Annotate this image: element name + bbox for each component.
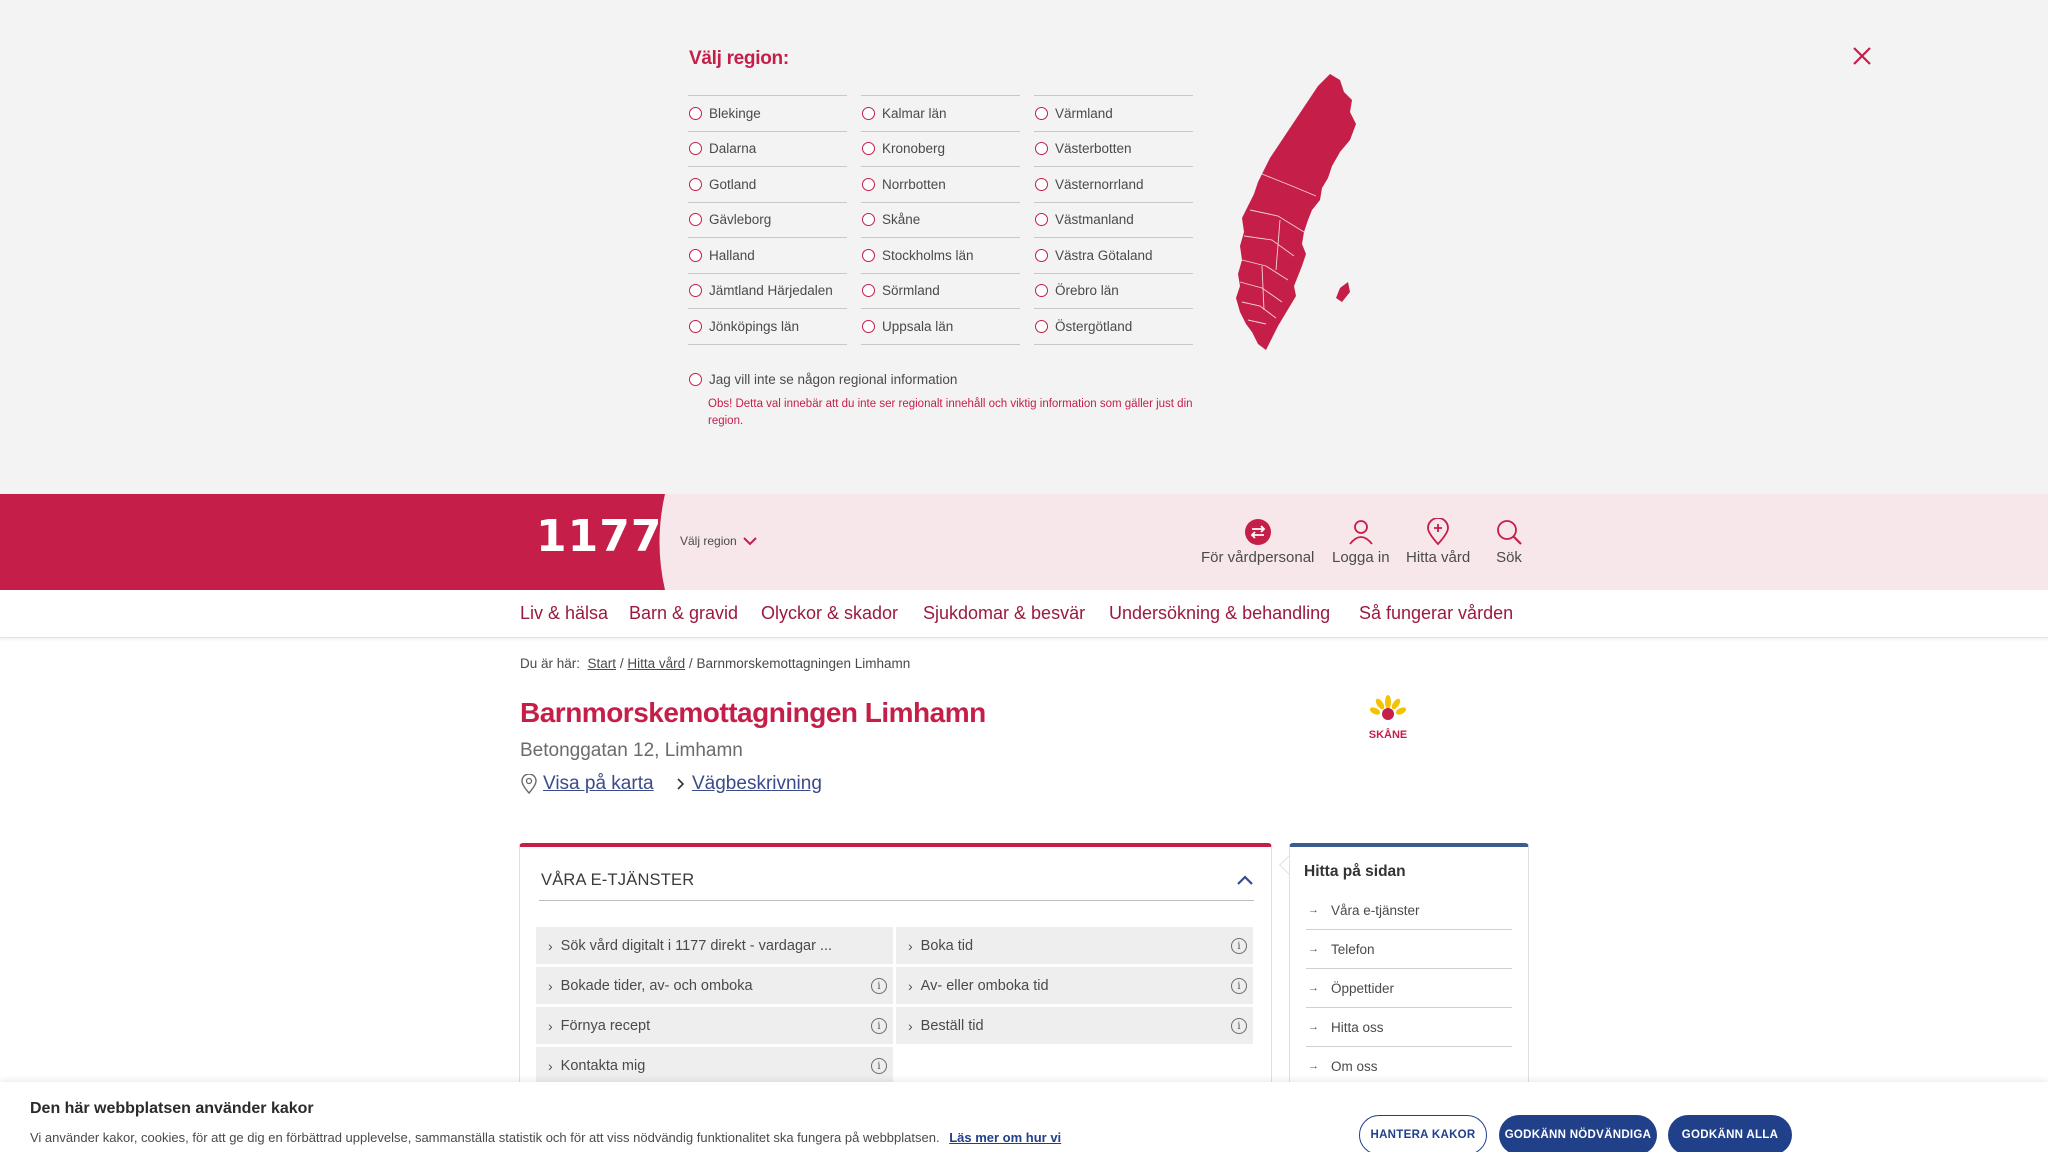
nav-item-barn-gravid[interactable]: Barn & gravid <box>629 603 739 623</box>
region-option[interactable]: Skåne <box>861 203 1020 239</box>
cookie-read-more-link[interactable]: Läs mer om hur vi <box>949 1130 1062 1145</box>
clinic-address: Betonggatan 12, Limhamn <box>520 740 743 761</box>
radio-icon <box>689 142 702 155</box>
region-option[interactable]: Västra Götaland <box>1034 238 1193 274</box>
site-header <box>0 494 2048 590</box>
region-option[interactable]: Blekinge <box>688 96 847 132</box>
breadcrumb-prefix: Du är här: <box>520 656 581 671</box>
region-option[interactable]: Västerbotten <box>1034 132 1193 168</box>
eservice-link[interactable]: › Förnya recept i <box>536 1007 893 1044</box>
region-option[interactable]: Västernorrland <box>1034 167 1193 203</box>
region-option[interactable]: Gävleborg <box>688 203 847 239</box>
eservice-link[interactable]: › Sök vård digitalt i 1177 direkt - vardagar ... <box>536 927 893 964</box>
search-label: Sök <box>1496 549 1522 566</box>
breadcrumb <box>520 656 910 671</box>
show-on-map-label: Visa på karta <box>543 773 654 794</box>
radio-icon <box>689 213 702 226</box>
page-title: Barnmorskemottagningen Limhamn <box>520 697 986 728</box>
eservice-link[interactable]: › Boka tid i <box>896 927 1253 964</box>
region-panel-title: Välj region: <box>689 48 789 69</box>
main-navigation <box>0 590 2048 638</box>
radio-icon <box>862 213 875 226</box>
region-option[interactable]: Dalarna <box>688 132 847 168</box>
radio-icon <box>689 320 702 333</box>
radio-icon <box>862 320 875 333</box>
region-selector-panel <box>0 0 2048 494</box>
region-option[interactable]: Uppsala län <box>861 309 1020 345</box>
nav-item-olyckor-skador[interactable]: Olyckor & skador <box>761 603 899 623</box>
chevron-right-icon <box>676 777 686 791</box>
radio-icon <box>862 107 875 120</box>
radio-icon <box>689 249 702 262</box>
info-icon[interactable]: i <box>1231 978 1247 994</box>
page-nav-link[interactable]: → Om oss <box>1306 1047 1512 1086</box>
location-pin-icon <box>1424 518 1452 546</box>
radio-icon <box>689 178 702 191</box>
radio-icon <box>1035 178 1048 191</box>
directions-label: Vägbeskrivning <box>692 773 822 794</box>
nav-item-sa-fungerar-varden[interactable]: Så fungerar vården <box>1359 603 1514 623</box>
region-select-label: Välj region <box>680 534 737 548</box>
for-professionals-label: För vårdpersonal <box>1201 549 1315 566</box>
chevron-right-icon: › <box>548 1057 553 1074</box>
cookie-banner <box>0 1082 2048 1152</box>
for-professionals-button[interactable] <box>1201 518 1314 566</box>
search-icon <box>1495 518 1523 546</box>
region-option[interactable]: Örebro län <box>1034 274 1193 310</box>
page-nav-link[interactable]: → Telefon <box>1306 930 1512 969</box>
login-label: Logga in <box>1332 549 1390 566</box>
region-option[interactable]: Kalmar län <box>861 96 1020 132</box>
region-option[interactable]: Värmland <box>1034 96 1193 132</box>
page-nav-link[interactable]: → Hitta oss <box>1306 1008 1512 1047</box>
region-option[interactable]: Kronoberg <box>861 132 1020 168</box>
region-column-2 <box>861 95 1020 345</box>
breadcrumb-separator: / <box>688 656 693 671</box>
close-icon[interactable] <box>1848 42 1876 70</box>
region-column-1 <box>688 95 847 345</box>
region-option[interactable]: Halland <box>688 238 847 274</box>
region-skane-logo <box>1362 692 1414 742</box>
eservice-link[interactable]: › Kontakta mig i <box>536 1047 893 1084</box>
page-nav-link[interactable]: → Våra e-tjänster <box>1306 891 1512 930</box>
show-on-map-link[interactable] <box>521 773 654 795</box>
region-option[interactable]: Sörmland <box>861 274 1020 310</box>
region-option[interactable]: Norrbotten <box>861 167 1020 203</box>
region-option[interactable]: Västmanland <box>1034 203 1193 239</box>
region-option[interactable]: Jönköpings län <box>688 309 847 345</box>
accept-necessary-button[interactable]: GODKÄNN NÖDVÄNDIGA <box>1499 1115 1657 1152</box>
radio-icon <box>1035 142 1048 155</box>
cookie-banner-title: Den här webbplatsen använder kakor <box>30 1100 314 1117</box>
radio-icon <box>1035 107 1048 120</box>
page-nav-link[interactable]: → Öppettider <box>1306 969 1512 1008</box>
region-option[interactable]: Gotland <box>688 167 847 203</box>
info-icon[interactable]: i <box>871 978 887 994</box>
chevron-right-icon: › <box>908 977 913 994</box>
arrow-right-icon: → <box>1308 1021 1319 1033</box>
cookie-banner-text <box>30 1130 1061 1145</box>
nav-item-undersokning-behandling[interactable]: Undersökning & behandling <box>1109 603 1331 623</box>
site-logo[interactable]: 1177 <box>536 511 663 562</box>
divider <box>539 900 1254 901</box>
arrow-right-icon: → <box>1308 904 1319 916</box>
region-option[interactable]: Jämtland Härjedalen <box>688 274 847 310</box>
eservice-link[interactable]: › Av- eller omboka tid i <box>896 967 1253 1004</box>
no-region-note: Obs! Detta val innebär att du inte ser regionalt innehåll och viktig information som gäller just din region. <box>708 398 1193 427</box>
radio-icon <box>689 107 702 120</box>
page-navigation-title: Hitta på sidan <box>1304 863 1406 880</box>
region-option[interactable]: Östergötland <box>1034 309 1193 345</box>
chevron-right-icon: › <box>548 937 553 954</box>
find-care-button[interactable] <box>1406 518 1470 566</box>
accept-all-button[interactable]: GODKÄNN ALLA <box>1668 1115 1792 1152</box>
info-icon[interactable]: i <box>871 1058 887 1074</box>
region-column-3 <box>1034 95 1193 345</box>
radio-icon <box>1035 249 1048 262</box>
breadcrumb-separator: / <box>619 656 624 671</box>
radio-icon <box>1035 284 1048 297</box>
nav-item-liv-halsa[interactable]: Liv & hälsa <box>520 603 609 623</box>
radio-icon <box>862 284 875 297</box>
chevron-up-icon[interactable] <box>1236 873 1254 887</box>
info-icon[interactable]: i <box>871 1018 887 1034</box>
no-region-option[interactable]: Jag vill inte se någon regional information <box>688 372 957 387</box>
region-option[interactable]: Stockholms län <box>861 238 1020 274</box>
chevron-right-icon: › <box>908 1017 913 1034</box>
cookie-description: Vi använder kakor, cookies, för att ge dig en förbättrad upplevelse, sammanställa statistik och för att viss nödvändig funktionalitet ska fungera på webbplatsen. <box>30 1130 940 1145</box>
user-icon <box>1347 518 1375 546</box>
arrow-right-icon: → <box>1308 943 1319 955</box>
location-pin-icon <box>521 774 537 794</box>
chevron-right-icon: › <box>548 977 553 994</box>
chevron-down-icon <box>743 536 757 546</box>
chevron-right-icon: › <box>548 1017 553 1034</box>
login-button[interactable] <box>1332 518 1390 566</box>
nav-item-sjukdomar-besvar[interactable]: Sjukdomar & besvär <box>923 603 1086 623</box>
skane-logo-text: SKÅNE <box>1368 729 1408 741</box>
chevron-right-icon: › <box>908 937 913 954</box>
radio-icon <box>862 249 875 262</box>
radio-icon <box>862 142 875 155</box>
radio-icon <box>862 178 875 191</box>
search-button[interactable] <box>1495 518 1523 566</box>
info-icon[interactable]: i <box>1231 1018 1247 1034</box>
eservices-heading: VÅRA E-TJÄNSTER <box>541 871 695 889</box>
radio-icon <box>689 373 702 386</box>
breadcrumb-start-link[interactable]: Start <box>587 656 617 671</box>
swap-arrows-icon <box>1244 518 1272 546</box>
radio-icon <box>689 284 702 297</box>
breadcrumb-hitta-link[interactable]: Hitta vård <box>627 656 686 671</box>
eservice-link[interactable]: › Beställ tid i <box>896 1007 1253 1044</box>
region-select-dropdown[interactable] <box>680 534 757 548</box>
sweden-map-icon[interactable] <box>1232 70 1360 352</box>
manage-cookies-button[interactable]: HANTERA KAKOR <box>1359 1115 1487 1152</box>
info-icon[interactable]: i <box>1231 938 1247 954</box>
arrow-right-icon: → <box>1308 1060 1319 1072</box>
radio-icon <box>1035 213 1048 226</box>
directions-link[interactable] <box>676 773 822 795</box>
breadcrumb-current: Barnmorskemottagningen Limhamn <box>696 656 911 671</box>
eservice-link[interactable]: › Bokade tider, av- och omboka i <box>536 967 893 1004</box>
find-care-label: Hitta vård <box>1406 549 1471 566</box>
arrow-right-icon: → <box>1308 982 1319 994</box>
radio-icon <box>1035 320 1048 333</box>
